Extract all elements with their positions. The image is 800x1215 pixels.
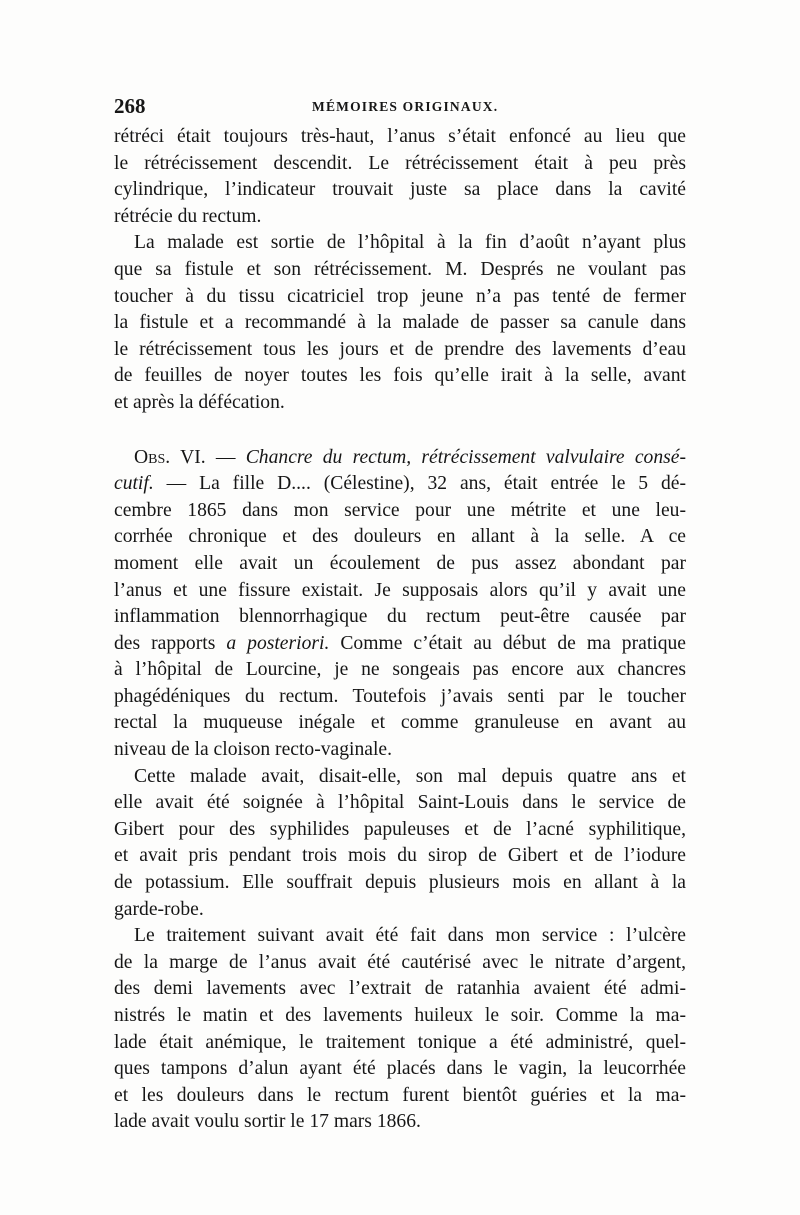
observation-label: Obs. VI. bbox=[134, 446, 206, 468]
dash: — bbox=[205, 446, 246, 468]
observation-title: Chancre du rectum, rétrécissement valvulaire consé- bbox=[245, 446, 686, 468]
text-line: La malade est sortie de l’hôpital à la fin d’août n’ayant plus bbox=[134, 232, 686, 254]
text-line: lade était anémique, le traitement tonique a été administré, quel- bbox=[114, 1031, 686, 1053]
text-line: rétrécie du rectum. bbox=[114, 205, 262, 227]
text-line: cembre 1865 dans mon service pour une métrite et une leu- bbox=[114, 499, 686, 521]
text-line: nistrés le matin et des lavements huileux le soir. Comme la ma- bbox=[114, 1005, 686, 1026]
text-line: lade avait voulu sortir le 17 mars 1866. bbox=[114, 1111, 421, 1133]
observation-heading-line bbox=[114, 445, 686, 472]
text-line: à l’hôpital de Lourcine, je ne songeais pas encore aux chancres bbox=[114, 659, 686, 681]
text-line: de potassium. Elle souffrait depuis plusieurs mois en allant à la bbox=[114, 872, 686, 894]
text-line: de la marge de l’anus avait été cautérisé avec le nitrate d’argent, bbox=[114, 951, 686, 973]
text-segment: Comme c’était au début de ma pratique bbox=[329, 632, 687, 654]
page-number: 268 bbox=[114, 94, 146, 118]
body-text bbox=[114, 124, 686, 1136]
text-segment: des rapports bbox=[114, 632, 227, 654]
text-line: l’anus et une fissure existait. Je supposais alors qu’il y avait une bbox=[114, 579, 686, 601]
italic-phrase: a posteriori. bbox=[226, 632, 330, 654]
text-line: toucher à du tissu cicatriciel trop jeune n’a pas tenté de fermer bbox=[114, 285, 686, 307]
text-line bbox=[114, 471, 686, 498]
text-segment: — La fille D.... (Célestine), 32 ans, était entrée le 5 dé- bbox=[153, 473, 686, 495]
text-line: que sa fistule et son rétrécissement. M. Després ne voulant pas bbox=[114, 258, 686, 280]
text-line: de feuilles de noyer toutes les fois qu’elle irait à la selle, avant bbox=[114, 365, 686, 387]
text-line: des demi lavements avec l’extrait de ratanhia avaient été admi- bbox=[114, 978, 686, 1000]
text-line: ques tampons d’alun ayant été placés dans le vagin, la leucorrhée bbox=[114, 1058, 686, 1080]
text-line: Cette malade avait, disait-elle, son mal depuis quatre ans et bbox=[134, 765, 686, 787]
text-line bbox=[114, 631, 686, 658]
page-header bbox=[114, 94, 686, 124]
text-line: inflammation blennorrhagique du rectum peut-être causée par bbox=[114, 606, 686, 628]
text-line: rétréci était toujours très-haut, l’anus s’était enfoncé au lieu que bbox=[114, 126, 686, 147]
text-line: et avait pris pendant trois mois du sirop de Gibert et de l’iodure bbox=[114, 845, 686, 867]
text-line: niveau de la cloison recto-vaginale. bbox=[114, 739, 393, 761]
text-line: rectal la muqueuse inégale et comme granuleuse en avant au bbox=[114, 712, 686, 734]
running-head: MÉMOIRES ORIGINAUX. bbox=[312, 99, 499, 114]
text-line: le rétrécissement tous les jours et de prendre des lavements d’eau bbox=[114, 338, 686, 360]
text-line: phagédéniques du rectum. Toutefois j’avais senti par le toucher bbox=[114, 685, 686, 707]
text-line: Le traitement suivant avait été fait dans mon service : l’ulcère bbox=[134, 925, 686, 947]
text-line: corrhée chronique et des douleurs en allant à la selle. A ce bbox=[114, 526, 686, 548]
paragraph-gap bbox=[114, 417, 686, 445]
text-line: et après la défécation. bbox=[114, 391, 285, 413]
text-line: garde-robe. bbox=[114, 898, 204, 920]
text-line: elle avait été soignée à l’hôpital Saint-Louis dans le service de bbox=[114, 792, 686, 814]
observation-title-end: cutif. bbox=[114, 473, 154, 495]
text-line: le rétrécissement descendit. Le rétrécissement était à peu près bbox=[114, 152, 686, 174]
text-line: Gibert pour des syphilides papuleuses et de l’acné syphilitique, bbox=[114, 818, 686, 840]
text-line: la fistule et a recommandé à la malade de passer sa canule dans bbox=[114, 312, 686, 334]
text-line: cylindrique, l’indicateur trouvait juste sa place dans la cavité bbox=[114, 179, 686, 201]
text-line: moment elle avait un écoulement de pus assez abondant par bbox=[114, 552, 686, 574]
text-line: et les douleurs dans le rectum furent bientôt guéries et la ma- bbox=[114, 1084, 686, 1106]
